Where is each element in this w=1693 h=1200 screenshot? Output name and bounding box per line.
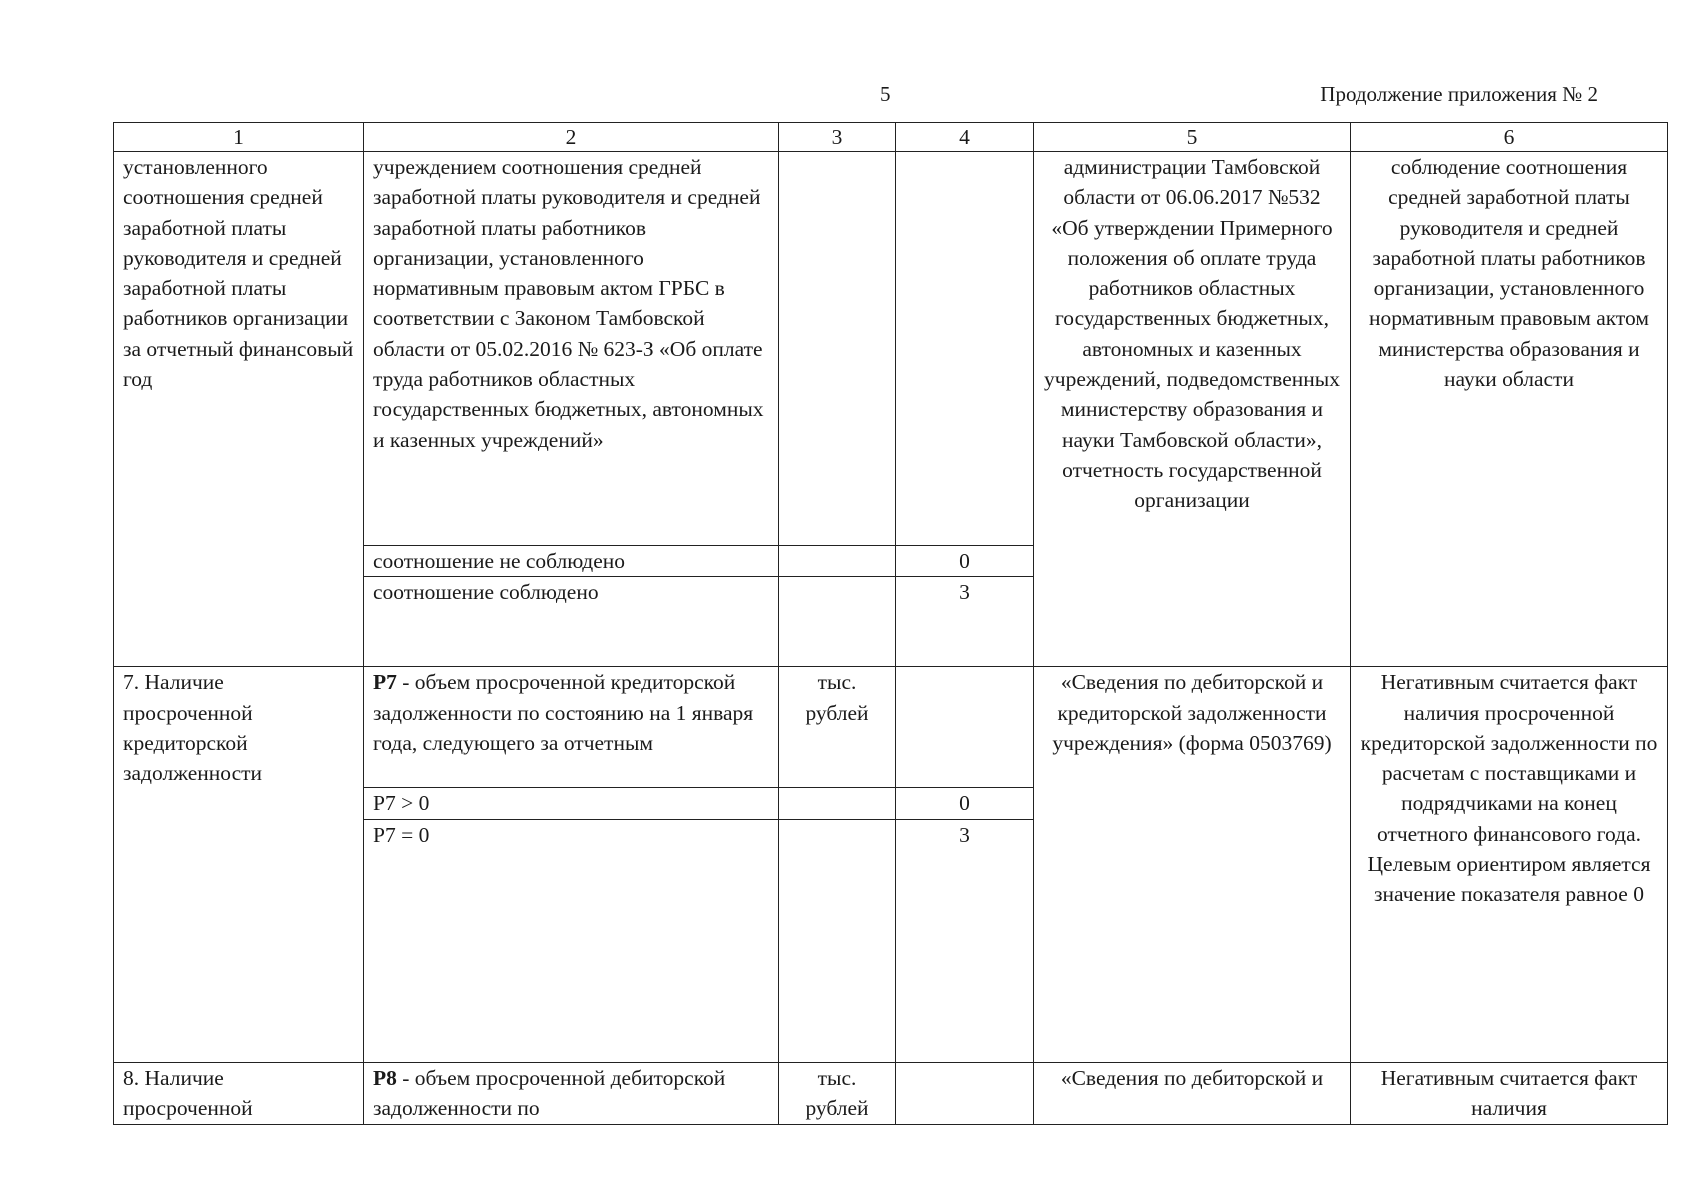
table-row	[114, 667, 1668, 788]
unit-cell: тыс. рублей	[779, 667, 896, 788]
indicator-description: - объем просроченной кредиторской задолженности по состоянию на 1 января года, следующего за отчетным	[373, 670, 754, 755]
score-cell: 3	[896, 577, 1034, 667]
condition-cell: Р7 > 0	[364, 788, 779, 819]
score-cell	[896, 667, 1034, 788]
unit-cell	[779, 152, 896, 546]
column-number: 6	[1351, 123, 1668, 152]
column-number-row	[114, 123, 1668, 152]
unit-cell: тыс. рублей	[779, 1062, 896, 1124]
note-cell: соблюдение соотношения средней заработной платы руководителя и средней заработной платы работников организации, установленного нормативным правовым актом министерства образования и науки области	[1351, 152, 1668, 667]
source-cell: «Сведения по дебиторской и	[1034, 1062, 1351, 1124]
indicator-code: Р8	[373, 1065, 397, 1090]
calculation-cell: учреждением соотношения средней заработной платы руководителя и средней заработной платы работников организации, установленного нормативным правовым актом ГРБС в соответствии с Законом Тамбовской области от 05.02.2016 № 623-З «Об оплате труда работников областных государственных бюджетных, автономных и казенных учреждений»	[364, 152, 779, 546]
unit-cell	[779, 788, 896, 819]
page-number: 5	[880, 82, 891, 106]
condition-cell: соотношение не соблюдено	[364, 546, 779, 577]
note-cell: Негативным считается факт наличия просроченной кредиторской задолженности по расчетам с поставщиками и подрядчиками на конец отчетного финансового года. Целевым ориентиром является значение показателя равное 0	[1351, 667, 1668, 1062]
score-cell	[896, 1062, 1034, 1124]
indicator-description: - объем просроченной дебиторской задолженности по	[373, 1065, 726, 1120]
indicator-name-cell: 8. Наличие просроченной	[114, 1062, 364, 1124]
column-number: 5	[1034, 123, 1351, 152]
appendix-continuation-label: Продолжение приложения № 2	[1320, 82, 1598, 106]
calculation-cell	[364, 1062, 779, 1124]
score-cell: 0	[896, 546, 1034, 577]
unit-cell	[779, 546, 896, 577]
table-row	[114, 1062, 1668, 1124]
indicator-name-cell: 7. Наличие просроченной кредиторской задолженности	[114, 667, 364, 1062]
unit-cell	[779, 577, 896, 667]
source-cell: администрации Тамбовской области от 06.06.2017 №532 «Об утверждении Примерного положения об оплате труда работников областных государственных бюджетных, автономных и казенных учреждений, подведомственных министерству образования и науки Тамбовской области», отчетность государственной организации	[1034, 152, 1351, 667]
score-cell	[896, 152, 1034, 546]
column-number: 2	[364, 123, 779, 152]
table-row	[114, 152, 1668, 546]
condition-cell: Р7 = 0	[364, 819, 779, 1062]
score-cell: 0	[896, 788, 1034, 819]
column-number: 1	[114, 123, 364, 152]
column-number: 3	[779, 123, 896, 152]
column-number: 4	[896, 123, 1034, 152]
condition-cell: соотношение соблюдено	[364, 577, 779, 667]
criteria-table	[113, 122, 1668, 1125]
score-cell: 3	[896, 819, 1034, 1062]
indicator-code: Р7	[373, 670, 397, 695]
note-cell: Негативным считается факт наличия	[1351, 1062, 1668, 1124]
unit-cell	[779, 819, 896, 1062]
indicator-name-cell: установленного соотношения средней заработной платы руководителя и средней заработной платы работников организации за отчетный финансовый год	[114, 152, 364, 667]
calculation-cell	[364, 667, 779, 788]
source-cell: «Сведения по дебиторской и кредиторской задолженности учреждения» (форма 0503769)	[1034, 667, 1351, 1062]
